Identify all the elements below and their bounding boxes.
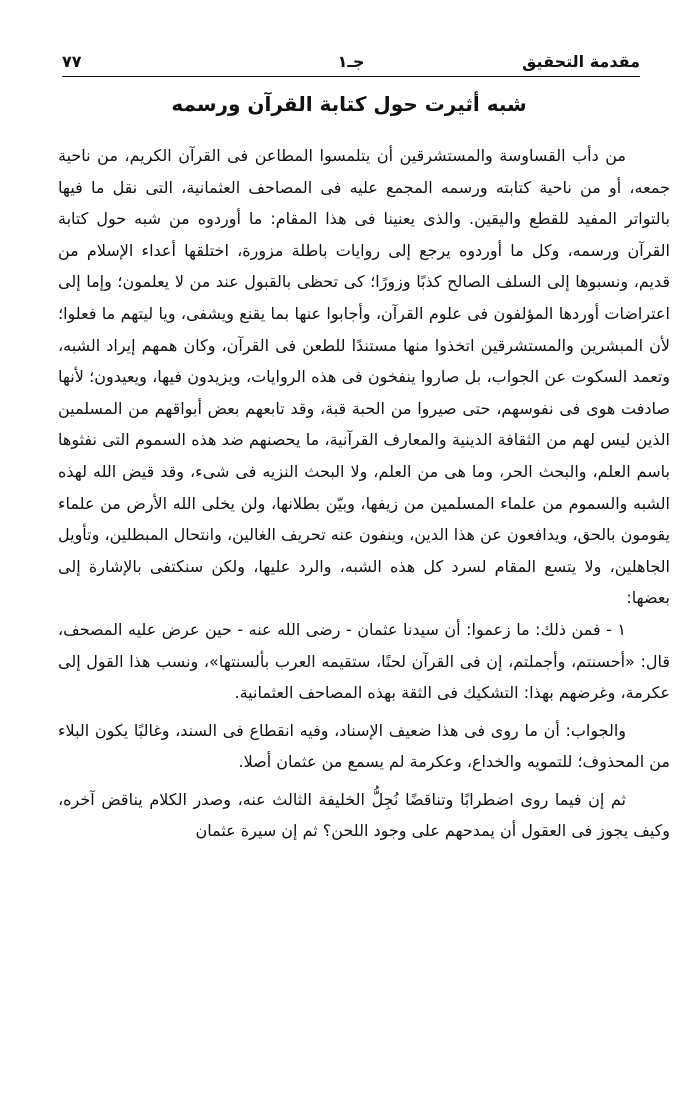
paragraph-intro: من دأب القساوسة والمستشرقين أن يتلمسوا المطاعن فى القرآن الكريم، من ناحية جمعه، أو من ناحية كتابته ورسمه المجمع عليه فى المصاحف العثمانية، التى نقل ما فيها بالتواتر المفيد للقطع واليقين. والذى يعنينا فى هذا المقام: ما أوردوه من شبه حول كتابة القرآن ورسمه، وكل ما أوردوه يرجع إلى روايات باطلة مزورة، اختلقها أعداء الإسلام من قديم، ونسبوها إلى السلف الصالح كذبًا وزورًا؛ كى تحظى بالقبول عند من لا يعلمون؛ وإما إلى اعتراضات أوردها المؤلفون فى علوم القرآن، وأجابوا عنها بما يقنع ويشفى، ويا ليتهم ما فعلوا؛ لأن المبشرين والمستشرقين اتخذوا منها مستندًا للطعن فى القرآن، وكان همهم إيراد الشبه، وتعمد السكوت عن الجواب، بل صاروا ينفخون فى هذه الروايات، ويزيدون فيها، ويعيدون؛ لأنها صادفت هوى فى نفوسهم، حتى صيروا من الحبة قبة، وقد تابعهم بعض أبواقهم من المسلمين الذين ليس لهم من الثقافة الدينية والمعارف القرآنية، ما يحصنهم ضد هذه السموم التى نفثوها باسم العلم، والبحث الحر، وما هى من العلم، ولا البحث النزيه فى شىء، وقد قيض الله لهذه الشبه والسموم من علماء المسلمين من زيفها، وبيّن بطلانها، ولن يخلى الله الأرض من علماء يقومون بالحق، ويدافعون عن هذا الدين، وينفون عنه تحريف الغالين، وانتحال المبطلين، وتأويل الجاهلين، ولا يتسع المقام لسرد كل هذه الشبه، والرد عليها، ولكن سنكتفى بالإشارة إلى بعضها: — [58, 146, 670, 608]
running-header — [62, 46, 640, 77]
paragraph-answer: والجواب: أن ما روى فى هذا ضعيف الإسناد، وفيه انقطاع فى السند، وغالبًا يكون البلاء من المحذوف؛ للتمويه والخداع، وعكرمة لم يسمع من عثمان أصلا. — [58, 720, 670, 772]
header-title: مقدمة التحقيق — [522, 52, 640, 71]
section-title: شبه أثيرت حول كتابة القرآن ورسمه — [171, 92, 527, 116]
paragraph-continuation: ثم إن فيما روى اضطرابًا وتناقضًا نُجِلُّ الخليفة الثالث عنه، وصدر الكلام يناقض آخره، وكيف يجوز فى العقول أن يمدحهم على وجود اللحن؟ ثم إن سيرة عثمان — [58, 789, 670, 841]
paragraph-claim-1: ١ - فمن ذلك: ما زعموا: أن سيدنا عثمان - رضى الله عنه - حين عرض عليه المصحف، قال: «أحسنتم، وأجملتم، إن فى القرآن لحنًا، ستقيمه العرب بألسنتها»، ونسب هذا القول إلى عكرمة، وغرضهم بهذا: التشكيك فى الثقة بهذه المصاحف العثمانية. — [58, 619, 670, 703]
header-volume: جـ١ — [337, 52, 365, 71]
body-text — [58, 140, 670, 847]
page-number: ٧٧ — [62, 52, 82, 71]
